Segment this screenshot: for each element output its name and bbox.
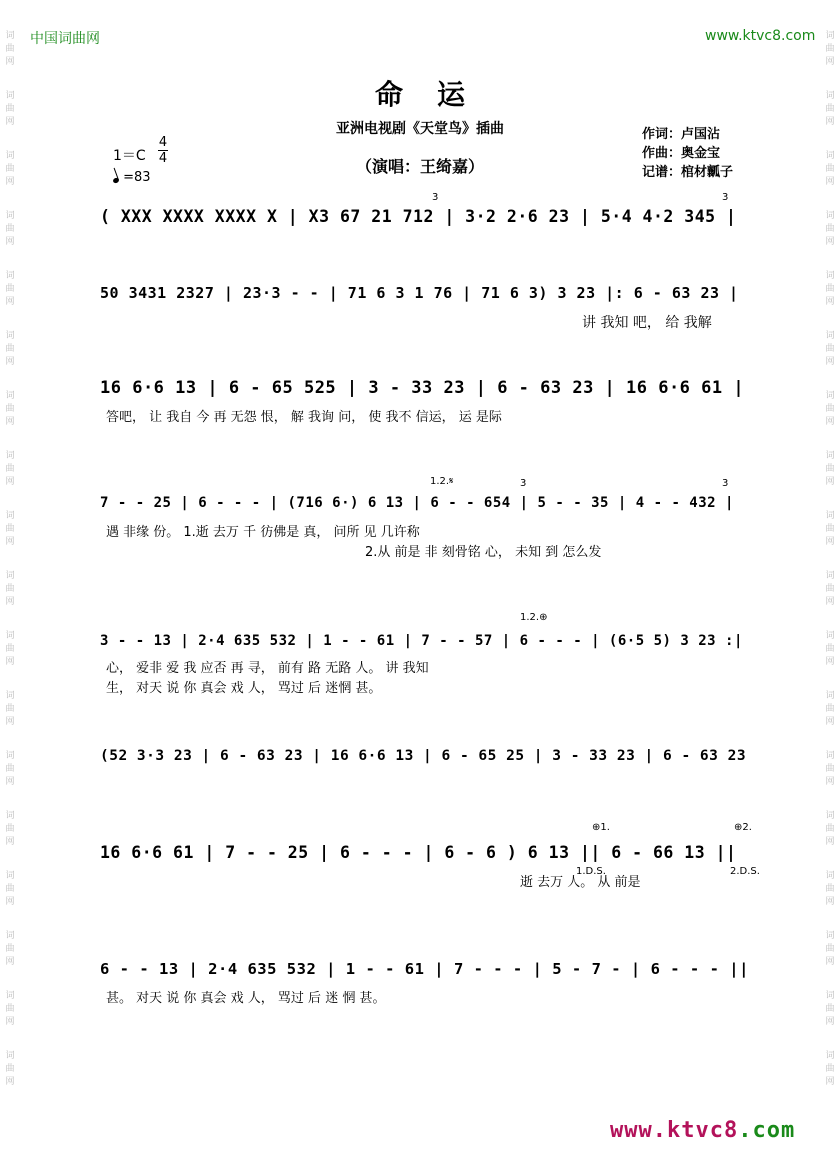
song-title: 命运 — [374, 78, 499, 111]
lyrics-line-2: 2.从 前是 非 刻骨铭 心， 未知 到 怎么发 — [365, 545, 602, 560]
notation-line: 7 - - 25 | 6 - - - | (716 6·) 6 13 | 6 - - 654 | 5 - - 35 | 4 - - 432 | — [100, 495, 734, 511]
tempo-value: =83 — [123, 170, 151, 185]
score-row-3 — [100, 377, 752, 457]
side-watermark-left: 词曲网 词曲网 词曲网 词曲网 词曲网 词曲网 词曲网 词曲网 词曲网 词曲网 词曲网 词曲网 词曲网 词曲网 词曲网 词曲网 词曲网 词曲网 — [5, 31, 15, 1087]
lyrics-line-1: 遇 非缘 份。 1.逝 去万 千 彷佛是 真， 问所 见 几许称 — [106, 525, 420, 540]
lyrics-line-1: 讲 我知 吧， 给 我解 — [582, 315, 712, 331]
meter-bottom: 4 — [158, 151, 168, 166]
notation-line: 16 6·6 61 | 7 - - 25 | 6 - - - | 6 - 6 ) 6 13 || 6 - 66 13 || — [100, 843, 737, 862]
quarter-note-icon — [112, 177, 119, 184]
tempo-marking — [113, 170, 151, 185]
credits-block — [642, 125, 733, 182]
transcriber-credit: 记谱：棺材瓤子 — [642, 165, 734, 180]
lyrics-line-2: 生， 对天 说 你 真会 戏 人， 骂过 后 迷惘 甚。 — [106, 681, 382, 696]
score-row-5 — [100, 612, 752, 710]
time-signature — [158, 135, 168, 166]
site-url-right[interactable]: www.ktvc8.com — [705, 28, 816, 44]
score-row-1 — [100, 192, 752, 286]
logo-tld-text: .com — [738, 1118, 796, 1143]
key-signature: 1＝C — [113, 148, 146, 164]
ds-1-mark: 1.D.S. — [576, 866, 606, 877]
triplet-mark: 3 — [520, 478, 527, 489]
coda-2-mark: ⊕2. — [734, 822, 752, 833]
notation-line: 50 3431 2327 | 23·3 - - | 71 6 3 1 76 | 71 6 3) 3 23 |: 6 - 63 23 | — [100, 284, 739, 302]
score-row-7 — [100, 822, 760, 922]
lyrics-line-1: 逝 去万 人。 从 前是 — [520, 875, 641, 890]
lyrics-line-1: 甚。 对天 说 你 真会 戏 人， 骂过 后 迷 惘 甚。 — [106, 991, 386, 1006]
triplet-mark: 3 — [432, 192, 439, 203]
notation-line: 16 6·6 13 | 6 - 65 525 | 3 - 33 23 | 6 - 63 23 | 16 6·6 61 | — [100, 378, 745, 398]
side-watermark-right: 词曲网 词曲网 词曲网 词曲网 词曲网 词曲网 词曲网 词曲网 词曲网 词曲网 词曲网 词曲网 词曲网 词曲网 词曲网 词曲网 词曲网 词曲网 — [825, 31, 835, 1087]
lyrics-line-1: 心， 爱非 爱 我 应否 再 寻， 前有 路 无路 人。 讲 我知 — [106, 661, 429, 676]
logo-main-text: www.ktvc8 — [610, 1118, 739, 1143]
notation-line: 6 - - 13 | 2·4 635 532 | 1 - - 61 | 7 - - - | 5 - 7 - | 6 - - - || — [100, 960, 749, 978]
triplet-mark: 3 — [722, 192, 729, 203]
composer-credit: 作曲：奥金宝 — [642, 146, 721, 161]
singer-credit: （演唱：王绮嘉） — [355, 157, 484, 176]
site-name-left[interactable]: 中国词曲网 — [30, 31, 100, 47]
segno-mark: 1.2.𝄋 — [430, 476, 454, 487]
notation-line: (52 3·3 23 | 6 - 63 23 | 16 6·6 13 | 6 - 65 25 | 3 - 33 23 | 6 - 63 23 — [100, 748, 747, 764]
triplet-mark: 3 — [722, 478, 729, 489]
song-subtitle: 亚洲电视剧《天堂鸟》插曲 — [336, 121, 504, 137]
score-row-4 — [100, 476, 752, 572]
score-row-8 — [100, 958, 752, 1038]
footer-logo[interactable] — [610, 1118, 795, 1143]
meter-top: 4 — [158, 135, 168, 150]
score-row-6 — [100, 745, 752, 825]
coda-mark: 1.2.⊕ — [520, 612, 548, 623]
score-row-2 — [100, 282, 752, 362]
ds-2-mark: 2.D.S. — [730, 866, 760, 877]
lyrics-line-1: 答吧， 让 我自 今 再 无怨 恨， 解 我询 问， 使 我不 信运， 运 是际 — [106, 410, 502, 425]
notation-line: 3 - - 13 | 2·4 635 532 | 1 - - 61 | 7 - - 57 | 6 - - - | (6·5 5) 3 23 :| — [100, 633, 743, 649]
coda-1-mark: ⊕1. — [592, 822, 610, 833]
lyricist-credit: 作词：卢国沾 — [642, 127, 721, 142]
notation-line: ( XXX XXXX XXXX X | X3 67 21 712 | 3·2 2·6 23 | 5·4 4·2 345 | — [100, 207, 737, 226]
